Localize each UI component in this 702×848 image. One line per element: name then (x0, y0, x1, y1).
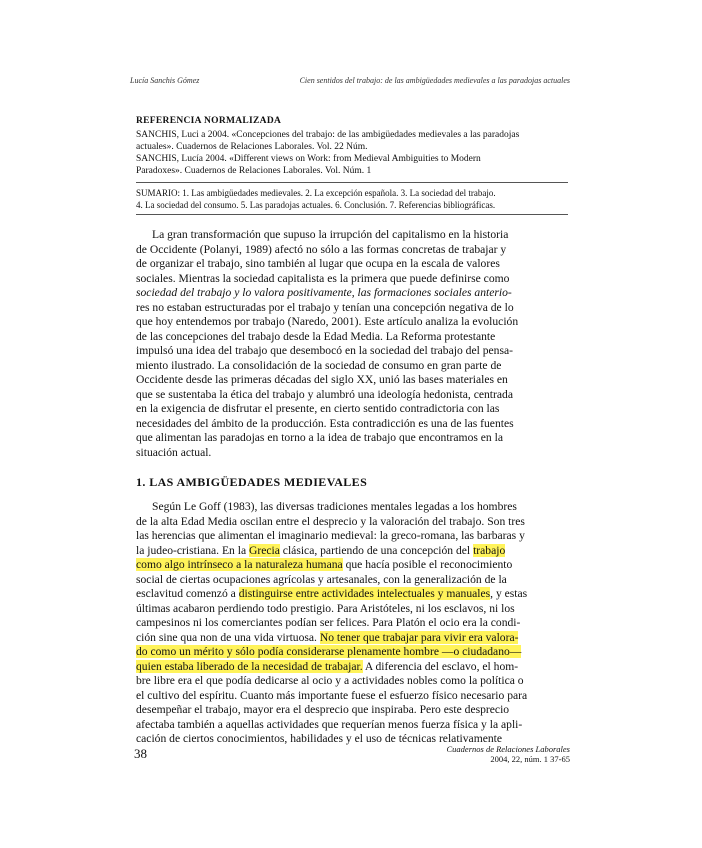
body-line: de la alta Edad Media oscilan entre el desprecio y la valoración del trabajo. Son tres (136, 514, 525, 528)
header-running-title: Cien sentidos del trabajo: de las ambigüedades medievales a las paradojas actuales (299, 76, 570, 85)
footer-citation (400, 744, 570, 764)
body-line: campesinos ni los comerciantes podían ser felices. Para Platón el ocio era la condi- (136, 616, 521, 629)
reference-line: actuales». Cuadernos de Relaciones Laborales. Vol. 22 Núm. (136, 142, 368, 152)
body-line (136, 660, 568, 675)
highlight: Grecia (249, 543, 280, 557)
highlight: No tener que trabajar para vivir era valora- (319, 630, 519, 644)
body-line: Según Le Goff (1983), las diversas tradiciones mentales legadas a los hombres (152, 500, 517, 513)
intro-line: sociales. Mientras la sociedad capitalista es la primera que puede definirse como (136, 271, 510, 285)
intro-line: Occidente desde las primeras décadas del siglo XX, unió las bases materiales en (136, 373, 508, 386)
header-author: Lucía Sanchis Gómez (130, 76, 200, 85)
text-span: la judeo-cristiana. En la (136, 543, 249, 557)
highlight: como algo intrínseco a la naturaleza humana (136, 558, 343, 571)
reference-line: SANCHIS, Lucía 2004. «Different views on Work: from Medieval Ambiguities to Modern (136, 154, 481, 164)
intro-line: miento ilustrado. La consolidación de la sociedad de consumo en gran parte de (136, 358, 502, 372)
body-line: bre libre era el que podía dedicarse al ocio y a actividades nobles como la política o (136, 674, 524, 687)
summary-line: SUMARIO: 1. Las ambigüedades medievales. 2. La excepción española. 3. La sociedad del trabajo. (136, 188, 496, 198)
highlight: trabajo (473, 543, 506, 557)
text-span: esclavitud comenzó a (136, 587, 239, 600)
body-line (136, 631, 568, 646)
intro-line: res no estaban estructuradas por el trabajo y tenían una concepción negativa de lo (136, 300, 514, 314)
reference-line: Paradoxes». Cuadernos de Relaciones Laborales. Vol. Núm. 1 (136, 166, 372, 176)
text-span: ción sine qua non de una vida virtuosa. (136, 630, 320, 644)
intro-line: de las concepciones del trabajo desde la Edad Media. La Reforma protestante (136, 329, 496, 343)
body-line (136, 558, 568, 573)
intro-line: de organizar el trabajo, sino también al lugar que ocupa en la escala de valores (136, 257, 500, 270)
intro-line: que se sustentaba la ética del trabajo y alumbró una ideología hedonista, centrada (136, 387, 513, 401)
highlight: distinguirse entre actividades intelectuales y manuales (238, 587, 491, 600)
intro-line: sociedad del trabajo y lo valora positivamente, las formaciones sociales anterio- (136, 286, 512, 299)
intro-line: impulsó una idea del trabajo que desembocó en la sociedad del trabajo del pensa- (136, 344, 513, 357)
divider (136, 182, 568, 183)
body-line (136, 587, 568, 602)
page-number: 38 (134, 746, 147, 761)
highlight: quien estaba liberado de la necesidad de trabajar. (136, 659, 363, 673)
intro-line: necesidades del ámbito de la producción. Esta contradicción es una de las fuentes (136, 416, 514, 430)
text-span: , y estas (490, 587, 528, 600)
body-line: afectaba también a aquellas actividades que requerían menos fuerza física y la apli- (136, 717, 523, 731)
running-header (130, 76, 570, 85)
body-line: las herencias que alimentan el imaginario medieval: la greco-romana, las barbaras y (136, 529, 525, 542)
text-span: clásica, partiendo de una concepción del (279, 543, 474, 557)
reference-title: REFERENCIA NORMALIZADA (136, 116, 282, 126)
section-heading: 1. LAS AMBIGÜEDADES MEDIEVALES (136, 475, 368, 489)
intro-line: en la exigencia de disfrutar el presente, en cierto sentido contradictoria con las (136, 402, 500, 415)
body-line (136, 544, 568, 559)
body-line: el cultivo del espíritu. Cuanto más importante fuese el esfuerzo físico necesario para (136, 688, 528, 702)
summary-line: 4. La sociedad del consumo. 5. Las paradojas actuales. 6. Conclusión. 7. Referencias bibliográficas. (136, 200, 496, 210)
intro-line: situación actual. (136, 445, 212, 459)
body-line: últimas acabaron perdiendo todo prestigio. Para Aristóteles, ni los esclavos, ni los (136, 601, 515, 615)
body-line: cación de ciertos conocimientos, habilidades y el uso de técnicas relativamente (136, 732, 503, 745)
footer-issue: 2004, 22, núm. 1 37-65 (490, 754, 570, 764)
intro-line: que hoy entendemos por trabajo (Naredo, 2001). Este artículo analiza la evolución (136, 315, 519, 328)
body-line: desempeñar el trabajo, mayor era el desprecio que inspiraba. Pero este desprecio (136, 703, 510, 716)
divider (136, 214, 568, 215)
intro-line: de Occidente (Polanyi, 1989) afectó no sólo a las formas concretas de trabajar y (136, 242, 507, 256)
text-span: A diferencia del esclavo, el hom- (362, 659, 519, 673)
text-span: que hacía posible el reconocimiento (342, 558, 513, 571)
intro-line: que alimentan las paradojas en torno a la idea de trabajo que encontramos en la (136, 431, 503, 444)
body-line (136, 645, 568, 660)
reference-line: SANCHIS, Luci a 2004. «Concepciones del trabajo: de las ambigüedades medievales a las paradojas (136, 130, 520, 140)
body-line: social de ciertas ocupaciones agrícolas y artesanales, con la generalización de la (136, 572, 507, 586)
footer-journal: Cuadernos de Relaciones Laborales (446, 744, 570, 754)
highlight: do como un mérito y sólo podía considerarse plenamente hombre —o ciudadano— (136, 645, 522, 658)
intro-line: La gran transformación que supuso la irrupción del capitalismo en la historia (152, 228, 509, 241)
